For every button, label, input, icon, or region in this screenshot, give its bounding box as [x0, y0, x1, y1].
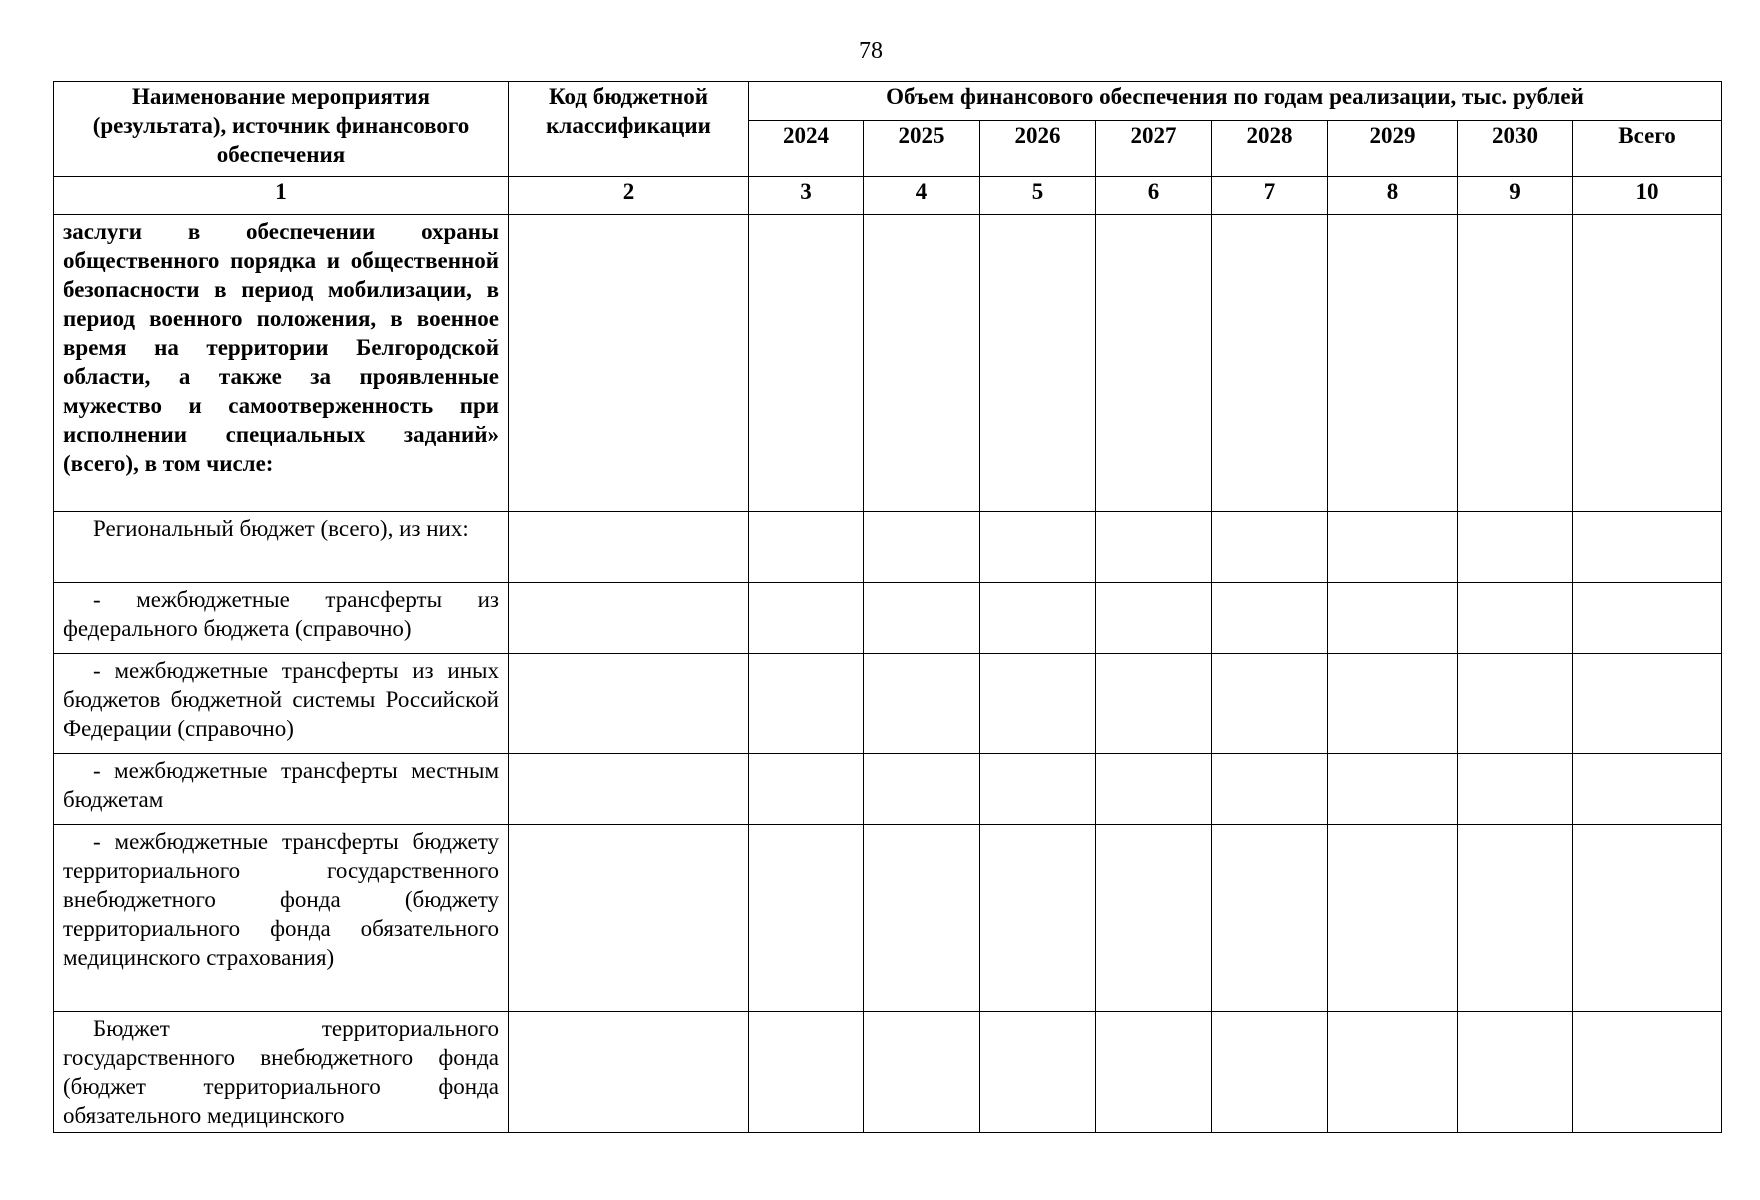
table-cell	[980, 1012, 1096, 1133]
table-row	[54, 825, 1722, 1012]
table-cell	[749, 583, 864, 654]
row-name-cell	[54, 754, 509, 825]
column-number: 6	[1096, 177, 1212, 215]
column-number: 7	[1212, 177, 1328, 215]
table-cell	[1328, 1012, 1458, 1133]
header-volume-column: Объем финансового обеспечения по годам реализации, тыс. рублей	[749, 82, 1722, 121]
table-cell	[1328, 215, 1458, 512]
table-cell	[509, 654, 749, 754]
row-name: - межбюджетные трансферты местным бюджетам	[63, 758, 499, 812]
table-cell	[864, 1012, 980, 1133]
table-cell	[1573, 583, 1722, 654]
table-cell	[509, 512, 749, 583]
table-cell	[509, 583, 749, 654]
table-cell	[1212, 512, 1328, 583]
table-cell	[864, 825, 980, 1012]
table-cell	[1096, 215, 1212, 512]
header-year-2029: 2029	[1328, 121, 1458, 177]
row-name-cell	[54, 583, 509, 654]
table-cell	[1573, 1012, 1722, 1133]
table-cell	[509, 215, 749, 512]
table-cell	[1212, 825, 1328, 1012]
column-number: 10	[1573, 177, 1722, 215]
table-cell	[749, 754, 864, 825]
table-row	[54, 512, 1722, 583]
column-number: 2	[509, 177, 749, 215]
column-number: 8	[1328, 177, 1458, 215]
financing-table	[53, 81, 1722, 1133]
header-year-2027: 2027	[1096, 121, 1212, 177]
row-name-cell	[54, 825, 509, 1012]
table-cell	[1096, 825, 1212, 1012]
table-cell	[864, 754, 980, 825]
column-number: 1	[54, 177, 509, 215]
table-header	[54, 82, 1722, 215]
table-cell	[980, 654, 1096, 754]
table-cell	[1458, 825, 1573, 1012]
table-cell	[1328, 512, 1458, 583]
table-cell	[1096, 654, 1212, 754]
header-total: Всего	[1573, 121, 1722, 177]
table-cell	[1573, 825, 1722, 1012]
table-cell	[749, 825, 864, 1012]
header-year-2030: 2030	[1458, 121, 1573, 177]
table-row	[54, 754, 1722, 825]
table-cell	[980, 215, 1096, 512]
page-number: 78	[859, 38, 883, 64]
header-year-2024: 2024	[749, 121, 864, 177]
table-cell	[749, 215, 864, 512]
table-cell	[1328, 754, 1458, 825]
row-name-cell	[54, 512, 509, 583]
table-cell	[864, 215, 980, 512]
table-cell	[1096, 512, 1212, 583]
table-cell	[1096, 754, 1212, 825]
row-name: Бюджет территориального государственного внебюджетного фонда (бюджет территориального фонда обязательного медицинского	[63, 1016, 499, 1128]
header-year-2028: 2028	[1212, 121, 1328, 177]
table-cell	[1212, 1012, 1328, 1133]
row-name: заслуги в обеспечении охраны общественного порядка и общественной безопасности в период мобилизации, в период военного положения, в военное время на территории Белгородской области, а также за проявленные мужество и самоотверженность при исполнении специальных заданий» (всего), в том числе:	[54, 215, 509, 512]
table-cell	[864, 583, 980, 654]
table-cell	[1458, 654, 1573, 754]
table-cell	[1458, 1012, 1573, 1133]
table-row	[54, 215, 1722, 512]
table-cell	[749, 512, 864, 583]
row-name: Региональный бюджет (всего), из них:	[93, 516, 469, 541]
table-cell	[1573, 215, 1722, 512]
table-cell	[1328, 825, 1458, 1012]
row-name: - межбюджетные трансферты из федерального бюджета (справочно)	[63, 587, 499, 641]
table-cell	[980, 825, 1096, 1012]
table-cell	[509, 825, 749, 1012]
table-cell	[1458, 512, 1573, 583]
table-cell	[1458, 754, 1573, 825]
column-number: 3	[749, 177, 864, 215]
table-row	[54, 654, 1722, 754]
row-name: - межбюджетные трансферты из иных бюджетов бюджетной системы Российской Федерации (справочно)	[63, 658, 499, 741]
table-cell	[1573, 654, 1722, 754]
table-cell	[1096, 583, 1212, 654]
header-code-column: Код бюджетной классификации	[509, 82, 749, 177]
table-cell	[1212, 754, 1328, 825]
column-number: 5	[980, 177, 1096, 215]
table-cell	[980, 754, 1096, 825]
table-cell	[1328, 654, 1458, 754]
table-cell	[1573, 754, 1722, 825]
table-row	[54, 1012, 1722, 1133]
table-cell	[864, 654, 980, 754]
table-cell	[1458, 583, 1573, 654]
table-cell	[1573, 512, 1722, 583]
row-name-cell	[54, 654, 509, 754]
table-cell	[1212, 215, 1328, 512]
table-cell	[980, 512, 1096, 583]
column-number: 4	[864, 177, 980, 215]
table-cell	[864, 512, 980, 583]
row-name: - межбюджетные трансферты бюджету территориального государственного внебюджетного фонда (бюджету территориального фонда обязательного медицинского страхования)	[63, 829, 499, 970]
row-name-cell	[54, 1012, 509, 1133]
column-number: 9	[1458, 177, 1573, 215]
table-cell	[749, 654, 864, 754]
header-year-2026: 2026	[980, 121, 1096, 177]
header-name-column: Наименование мероприятия (результата), источник финансового обеспечения	[54, 82, 509, 177]
table-cell	[509, 1012, 749, 1133]
table-cell	[980, 583, 1096, 654]
table-cell	[749, 1012, 864, 1133]
table-row	[54, 583, 1722, 654]
table-body	[54, 215, 1722, 1133]
table-cell	[1212, 654, 1328, 754]
table-cell	[1212, 583, 1328, 654]
table-cell	[1458, 215, 1573, 512]
table-cell	[1328, 583, 1458, 654]
table-cell	[509, 754, 749, 825]
header-year-2025: 2025	[864, 121, 980, 177]
table-cell	[1096, 1012, 1212, 1133]
